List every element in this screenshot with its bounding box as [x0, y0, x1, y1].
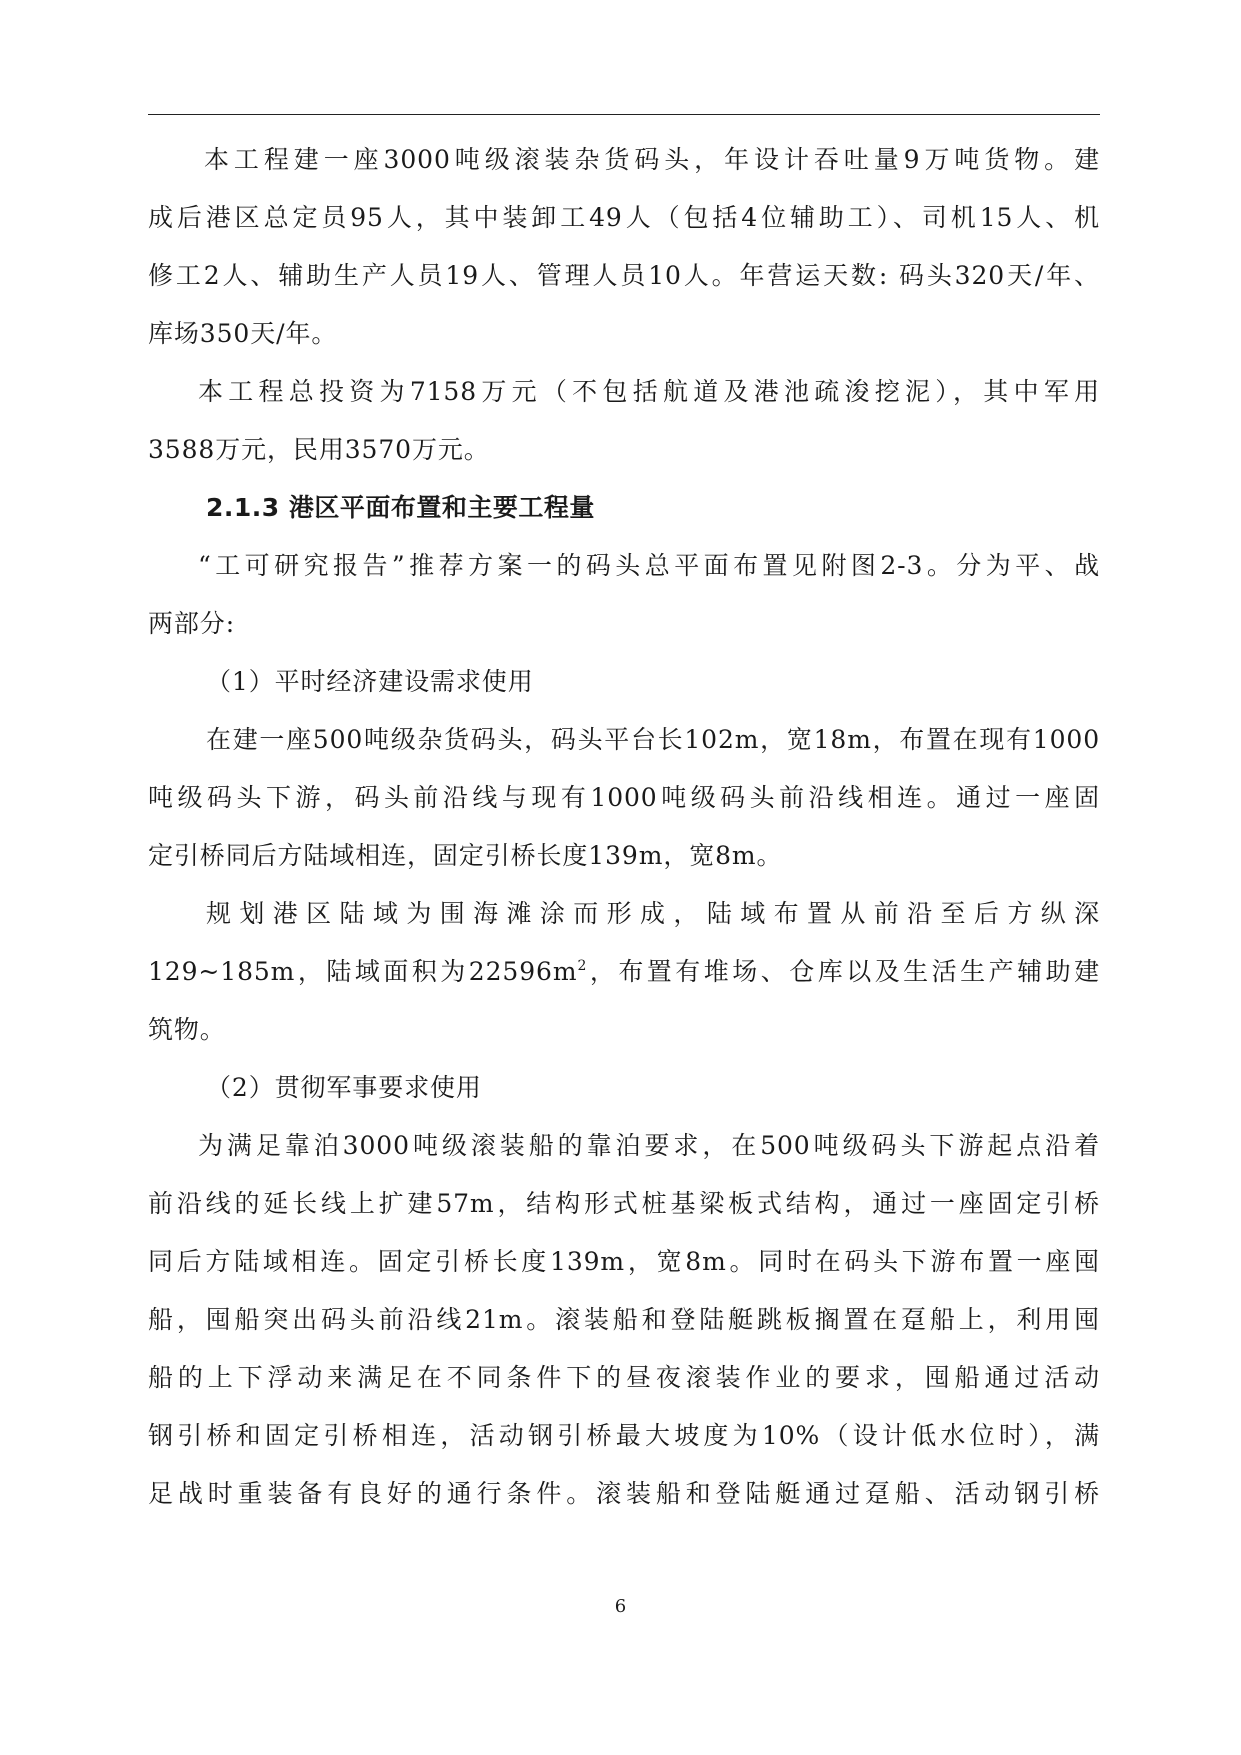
paragraph-5-line-2-text-a: 129~185m，陆域面积为22596m — [148, 957, 578, 986]
subheading-2: （2）贯彻军事要求使用 — [206, 1073, 482, 1102]
paragraph-2-line-2: 3588万元，民用3570万元。 — [148, 435, 490, 464]
header-rule — [148, 114, 1100, 115]
paragraph-4-line-1: 在建一座500吨级杂货码头，码头平台长102m，宽18m，布置在现有1000 — [206, 725, 1100, 754]
paragraph-1-line-1: 本工程建一座3000吨级滚装杂货码头，年设计吞吐量9万吨货物。建 — [204, 145, 1100, 174]
paragraph-5-line-1: 规划港区陆域为围海滩涂而形成，陆域布置从前沿至后方纵深 — [206, 899, 1100, 928]
paragraph-5-line-2-text-b: ，布置有堆场、仓库以及生活生产辅助建 — [587, 957, 1101, 986]
paragraph-4-line-3: 定引桥同后方陆域相连，固定引桥长度139m，宽8m。 — [148, 841, 783, 870]
paragraph-1-line-4: 库场350天/年。 — [148, 319, 338, 348]
paragraph-1-line-2: 成后港区总定员95人，其中装卸工49人（包括4位辅助工）、司机15人、机 — [148, 203, 1100, 232]
paragraph-6-line-3: 同后方陆域相连。固定引桥长度139m，宽8m。同时在码头下游布置一座囤 — [148, 1247, 1100, 1276]
page-number: 6 — [614, 1596, 627, 1617]
paragraph-1-line-3: 修工2人、辅助生产人员19人、管理人员10人。年营运天数: 码头320天/年、 — [148, 261, 1100, 290]
paragraph-6-line-4: 船，囤船突出码头前沿线21m。滚装船和登陆艇跳板搁置在趸船上，利用囤 — [148, 1305, 1100, 1334]
paragraph-6-line-2: 前沿线的延长线上扩建57m，结构形式桩基梁板式结构，通过一座固定引桥 — [148, 1189, 1100, 1218]
section-heading: 2.1.3 港区平面布置和主要工程量 — [206, 493, 595, 522]
paragraph-6-line-6: 钢引桥和固定引桥相连，活动钢引桥最大坡度为10%（设计低水位时），满 — [148, 1421, 1100, 1450]
superscript-2: 2 — [577, 958, 588, 974]
paragraph-3-line-2: 两部分: — [148, 609, 236, 638]
paragraph-6-line-5: 船的上下浮动来满足在不同条件下的昼夜滚装作业的要求，囤船通过活动 — [148, 1363, 1100, 1392]
paragraph-3-line-1: “工可研究报告”推荐方案一的码头总平面布置见附图2-3。分为平、战 — [198, 551, 1100, 580]
paragraph-5-line-3: 筑物。 — [148, 1015, 226, 1044]
paragraph-2-line-1: 本工程总投资为7158万元（不包括航道及港池疏浚挖泥），其中军用 — [198, 377, 1100, 406]
paragraph-4-line-2: 吨级码头下游，码头前沿线与现有1000吨级码头前沿线相连。通过一座固 — [148, 783, 1100, 812]
subheading-1: （1）平时经济建设需求使用 — [206, 667, 534, 696]
paragraph-6-line-1: 为满足靠泊3000吨级滚装船的靠泊要求，在500吨级码头下游起点沿着 — [198, 1131, 1100, 1160]
paragraph-6-line-7: 足战时重装备有良好的通行条件。滚装船和登陆艇通过趸船、活动钢引桥 — [148, 1479, 1100, 1508]
paragraph-5-line-2 — [148, 952, 1100, 992]
